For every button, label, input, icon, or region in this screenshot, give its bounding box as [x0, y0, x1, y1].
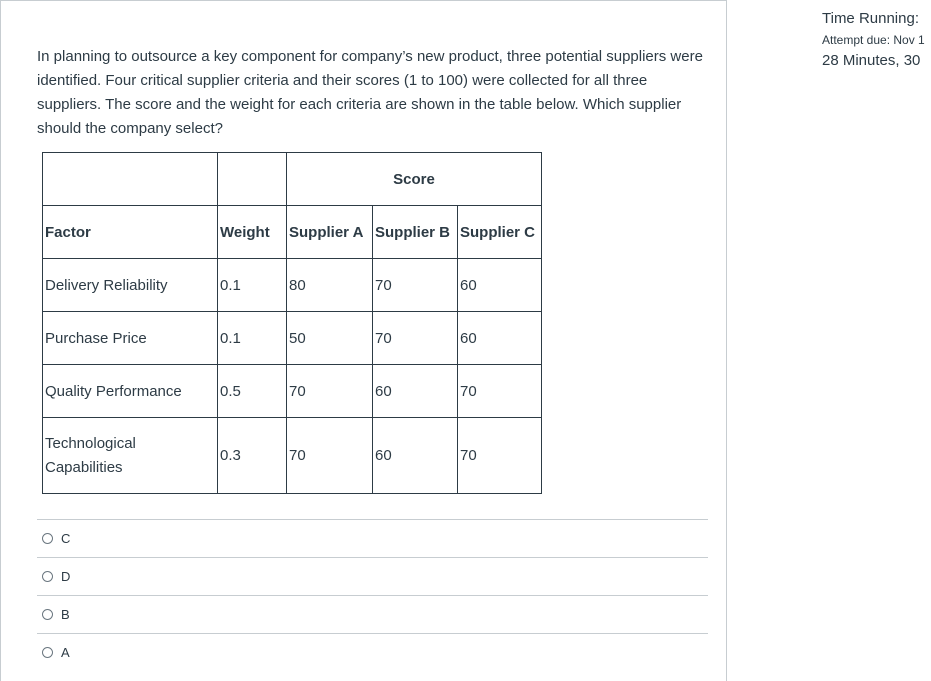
- supplier-b-cell: 70: [373, 259, 458, 312]
- table-header-row: [43, 206, 542, 259]
- column-header-supplier-b: Supplier B: [373, 206, 458, 259]
- score-header: Score: [287, 153, 542, 206]
- answer-option-d[interactable]: [37, 557, 708, 595]
- supplier-a-cell: 70: [287, 365, 373, 418]
- factor-cell: Delivery Reliability: [43, 259, 218, 312]
- answer-option-b[interactable]: [37, 595, 708, 633]
- supplier-c-cell: 60: [458, 259, 542, 312]
- answer-option-a[interactable]: [37, 633, 708, 671]
- answer-label[interactable]: B: [61, 607, 70, 622]
- timer-title: Time Running:: [822, 10, 919, 27]
- supplier-criteria-table: [42, 152, 542, 494]
- supplier-b-cell: 70: [373, 312, 458, 365]
- factor-cell: Purchase Price: [43, 312, 218, 365]
- supplier-a-cell: 50: [287, 312, 373, 365]
- column-header-weight: Weight: [218, 206, 287, 259]
- quiz-timer-panel: [822, 9, 931, 71]
- question-text: In planning to outsource a key component for company’s new product, three potential suppliers were identified. Four critical supplier criteria and their scores (1 to 100) were collected for all three suppliers. The score and the weight for each criteria are shown in the table below. Which supplier should the company select?: [37, 48, 703, 137]
- time-remaining: 28 Minutes, 30: [822, 52, 921, 69]
- radio-button[interactable]: [42, 571, 53, 582]
- table-score-row: [43, 153, 542, 206]
- answer-list: [37, 519, 708, 671]
- column-header-factor: Factor: [43, 206, 218, 259]
- supplier-b-cell: 60: [373, 365, 458, 418]
- supplier-b-cell: 60: [373, 418, 458, 494]
- factor-cell: Technological Capabilities: [43, 418, 218, 494]
- supplier-a-cell: 80: [287, 259, 373, 312]
- table-row: [43, 259, 542, 312]
- supplier-a-cell: 70: [287, 418, 373, 494]
- table-empty-cell: [218, 153, 287, 206]
- weight-cell: 0.3: [218, 418, 287, 494]
- radio-button[interactable]: [42, 609, 53, 620]
- attempt-due-date: Attempt due: Nov 1: [822, 33, 925, 47]
- supplier-c-cell: 70: [458, 365, 542, 418]
- table-row: [43, 418, 542, 494]
- supplier-c-cell: 60: [458, 312, 542, 365]
- answer-option-c[interactable]: [37, 519, 708, 557]
- answer-label[interactable]: A: [61, 645, 70, 660]
- table-row: [43, 365, 542, 418]
- factor-cell: Quality Performance: [43, 365, 218, 418]
- supplier-c-cell: 70: [458, 418, 542, 494]
- radio-button[interactable]: [42, 647, 53, 658]
- table-row: [43, 312, 542, 365]
- radio-button[interactable]: [42, 533, 53, 544]
- weight-cell: 0.1: [218, 259, 287, 312]
- weight-cell: 0.5: [218, 365, 287, 418]
- column-header-supplier-a: Supplier A: [287, 206, 373, 259]
- answer-label[interactable]: D: [61, 569, 71, 584]
- answer-label[interactable]: C: [61, 531, 71, 546]
- table-empty-cell: [43, 153, 218, 206]
- weight-cell: 0.1: [218, 312, 287, 365]
- column-header-supplier-c: Supplier C: [458, 206, 542, 259]
